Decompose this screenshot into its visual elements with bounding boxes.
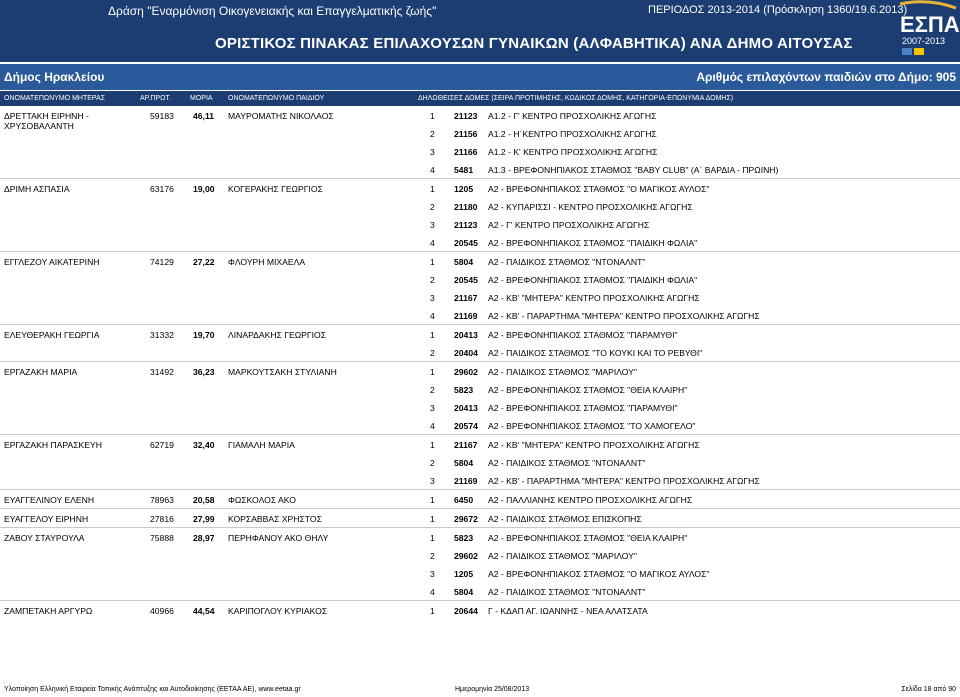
structure-choice: [0, 306, 960, 324]
mother-name: ΕΛΕΥΘΕΡΑΚΗ ΓΕΩΡΓΙΑ: [4, 330, 100, 340]
structure-code: 21169: [454, 476, 478, 486]
footer-page: Σελίδα 18 από 90: [901, 686, 956, 693]
protocol-number: 31492: [150, 367, 174, 377]
structure-name: Α2 - ΒΡΕΦΟΝΗΠΙΑΚΟΣ ΣΤΑΘΜΟΣ "ΠΑΡΑΜΥΘΙ": [488, 403, 678, 413]
structure-name: Α1.2 - Γ' ΚΕΝΤΡΟ ΠΡΟΣΧΟΛΙΚΗΣ ΑΓΩΓΗΣ: [488, 111, 657, 121]
structure-choice: [0, 142, 960, 160]
action-title: Δράση "Εναρμόνιση Οικογενειακής και Επαγγελματικής ζωής": [108, 4, 437, 18]
mother-name: ΖΑΒΟΥ ΣΤΑΥΡΟΥΛΑ: [4, 533, 85, 543]
choice-order: 2: [430, 385, 435, 395]
mother-name: ΔΡΕΤΤΑΚΗ ΕΙΡΗΝΗ - ΧΡΥΣΟΒΑΛΑΝΤΗ: [4, 111, 89, 131]
structure-code: 20574: [454, 421, 478, 431]
choice-order: 1: [430, 111, 435, 121]
choice-order: 1: [430, 184, 435, 194]
structure-name: Α2 - ΚΒ' - ΠΑΡΑΡΤΗΜΑ "ΜΗΤΕΡΑ" ΚΕΝΤΡΟ ΠΡΟΣΧΟΛΙΚΗΣ ΑΓΩΓΗΣ: [488, 476, 760, 486]
structure-choice: [0, 380, 960, 398]
child-name: ΓΙΑΜΑΛΗ ΜΑΡΙΑ: [228, 440, 295, 450]
choice-order: 1: [430, 606, 435, 616]
table-row: [0, 178, 960, 251]
structure-code: 5823: [454, 533, 474, 543]
applicants-table: [0, 106, 960, 619]
table-row: [0, 600, 960, 619]
structure-choice: [0, 179, 960, 197]
structure-choice: [0, 197, 960, 215]
column-header-row: [0, 91, 960, 106]
children-count: Αριθμός επιλαχόντων παιδιών στο Δήμο: 905: [696, 70, 956, 84]
structure-choice: [0, 435, 960, 453]
structure-choice: [0, 106, 960, 124]
choice-order: 4: [430, 165, 435, 175]
svg-text:ΕΣΠΑ: ΕΣΠΑ: [900, 12, 960, 37]
structure-code: 29602: [454, 551, 478, 561]
structure-code: 20404: [454, 348, 478, 358]
structure-choice: [0, 601, 960, 619]
structure-choice: [0, 270, 960, 288]
choice-order: 4: [430, 238, 435, 248]
structure-choice: [0, 233, 960, 251]
page-footer: [0, 684, 960, 697]
table-row: [0, 508, 960, 527]
structure-name: Α2 - ΚΒ' "ΜΗΤΕΡΑ" ΚΕΝΤΡΟ ΠΡΟΣΧΟΛΙΚΗΣ ΑΓΩΓΗΣ: [488, 440, 700, 450]
choice-order: 3: [430, 476, 435, 486]
table-row: [0, 106, 960, 178]
document-banner: [0, 0, 960, 62]
child-name: ΦΛΟΥΡΗ ΜΙΧΑΕΛΑ: [228, 257, 306, 267]
mother-name: ΕΥΑΓΓΕΛΙΝΟΥ ΕΛΕΝΗ: [4, 495, 95, 505]
child-name: ΚΑΡΙΠΟΓΛΟΥ ΚΥΡΙΑΚΟΣ: [228, 606, 328, 616]
period-label: ΠΕΡΙΟΔΟΣ 2013-2014 (Πρόσκληση 1360/19.6.2013): [648, 4, 908, 16]
structure-name: Α2 - ΠΑΙΔΙΚΟΣ ΣΤΑΘΜΟΣ "ΤΟ ΚΟΥΚΙ ΚΑΙ ΤΟ ΡΕΒΥΘΙ": [488, 348, 703, 358]
structure-code: 20644: [454, 606, 478, 616]
svg-text:2007-2013: 2007-2013: [902, 36, 946, 46]
structure-code: 5804: [454, 458, 474, 468]
structure-name: Α2 - ΒΡΕΦΟΝΗΠΙΑΚΟΣ ΣΤΑΘΜΟΣ "ΠΑΙΔΙΚΗ ΦΩΛΙΑ": [488, 238, 698, 248]
structure-code: 20545: [454, 238, 478, 248]
structure-name: Α2 - ΠΑΙΔΙΚΟΣ ΣΤΑΘΜΟΣ "ΝΤΟΝΑΛΝΤ": [488, 587, 646, 597]
structure-code: 5481: [454, 165, 474, 175]
child-name: ΛΙΝΑΡΔΑΚΗΣ ΓΕΩΡΓΙΟΣ: [228, 330, 327, 340]
choice-order: 1: [430, 330, 435, 340]
structure-name: Α2 - Γ' ΚΕΝΤΡΟ ΠΡΟΣΧΟΛΙΚΗΣ ΑΓΩΓΗΣ: [488, 220, 650, 230]
structure-code: 21156: [454, 129, 478, 139]
column-header-mother: ΟΝΟΜΑΤΕΠΩΝΥΜΟ ΜΗΤΕΡΑΣ: [4, 95, 106, 102]
structure-code: 20545: [454, 275, 478, 285]
choice-order: 2: [430, 551, 435, 561]
choice-order: 1: [430, 495, 435, 505]
choice-order: 1: [430, 257, 435, 267]
mother-name: ΕΡΓΑΖΑΚΗ ΠΑΡΑΣΚΕΥΗ: [4, 440, 102, 450]
structure-name: Α2 - ΒΡΕΦΟΝΗΠΙΑΚΟΣ ΣΤΑΘΜΟΣ "ΘΕΙΑ ΚΛΑΙΡΗ": [488, 533, 688, 543]
mother-name: ΔΡΙΜΗ ΑΣΠΑΣΙΑ: [4, 184, 70, 194]
choice-order: 4: [430, 311, 435, 321]
choice-order: 2: [430, 348, 435, 358]
score-value: 19,70: [193, 330, 215, 340]
structure-choice: [0, 471, 960, 489]
structure-code: 5804: [454, 587, 474, 597]
structure-code: 29602: [454, 367, 478, 377]
choice-order: 2: [430, 458, 435, 468]
score-value: 20,58: [193, 495, 215, 505]
structure-name: Α2 - ΠΑΙΔΙΚΟΣ ΣΤΑΘΜΟΣ "ΜΑΡΙΛΟΥ": [488, 367, 637, 377]
choice-order: 2: [430, 129, 435, 139]
structure-name: Α2 - ΒΡΕΦΟΝΗΠΙΑΚΟΣ ΣΤΑΘΜΟΣ "ΘΕΙΑ ΚΛΑΙΡΗ": [488, 385, 688, 395]
structure-code: 21166: [454, 147, 478, 157]
protocol-number: 78963: [150, 495, 174, 505]
structure-choice: [0, 490, 960, 508]
child-name: ΦΩΣΚΟΛΟΣ ΑΚΟ: [228, 495, 296, 505]
child-name: ΠΕΡΗΦΑΝΟΥ ΑΚΟ ΘΗΛΥ: [228, 533, 329, 543]
column-header-protocol: ΑΡ.ΠΡΩΤ.: [140, 95, 171, 102]
structure-choice: [0, 582, 960, 600]
choice-order: 3: [430, 220, 435, 230]
structure-name: Α2 - ΠΑΙΔΙΚΟΣ ΣΤΑΘΜΟΣ ΕΠΙΣΚΟΠΗΣ: [488, 514, 642, 524]
structure-choice: [0, 288, 960, 306]
score-value: 27,99: [193, 514, 215, 524]
column-header-child: ΟΝΟΜΑΤΕΠΩΝΥΜΟ ΠΑΙΔΙΟΥ: [228, 95, 325, 102]
structure-name: Α2 - ΚΒ' "ΜΗΤΕΡΑ" ΚΕΝΤΡΟ ΠΡΟΣΧΟΛΙΚΗΣ ΑΓΩΓΗΣ: [488, 293, 700, 303]
structure-code: 6450: [454, 495, 474, 505]
column-header-score: ΜΟΡΙΑ: [190, 95, 213, 102]
structure-code: 5804: [454, 257, 474, 267]
structure-code: 20413: [454, 403, 478, 413]
structure-code: 21167: [454, 293, 478, 303]
structure-code: 1205: [454, 569, 474, 579]
mother-name: ΕΡΓΑΖΑΚΗ ΜΑΡΙΑ: [4, 367, 78, 377]
table-row: [0, 361, 960, 434]
municipality-bar: [0, 64, 960, 90]
structure-choice: [0, 509, 960, 527]
structure-name: Α2 - ΚΒ' - ΠΑΡΑΡΤΗΜΑ "ΜΗΤΕΡΑ" ΚΕΝΤΡΟ ΠΡΟΣΧΟΛΙΚΗΣ ΑΓΩΓΗΣ: [488, 311, 760, 321]
structure-name: Α2 - ΒΡΕΦΟΝΗΠΙΑΚΟΣ ΣΤΑΘΜΟΣ "ΤΟ ΧΑΜΟΓΕΛΟ": [488, 421, 696, 431]
score-value: 27,22: [193, 257, 215, 267]
footer-company: Υλοποίηση Ελληνική Εταιρεία Τοπικής Ανάπτυξης και Αυτοδιοίκησης (ΕΕΤΑΑ ΑΕ), www.eetaa.gr: [4, 686, 301, 693]
protocol-number: 75888: [150, 533, 174, 543]
choice-order: 3: [430, 403, 435, 413]
table-row: [0, 251, 960, 324]
structure-name: Γ - ΚΔΑΠ ΑΓ. ΙΩΑΝΝΗΣ - ΝΕΑ ΑΛΑΤΣΑΤΑ: [488, 606, 648, 616]
mother-name: ΕΥΑΓΓΕΛΟΥ ΕΙΡΗΝΗ: [4, 514, 89, 524]
structure-choice: [0, 546, 960, 564]
score-value: 44,54: [193, 606, 215, 616]
structure-choice: [0, 325, 960, 343]
score-value: 32,40: [193, 440, 215, 450]
child-name: ΚΟΓΕΡΑΚΗΣ ΓΕΩΡΓΙΟΣ: [228, 184, 323, 194]
structure-code: 21180: [454, 202, 478, 212]
protocol-number: 62719: [150, 440, 174, 450]
page-title: ΟΡΙΣΤΙΚΟΣ ΠΙΝΑΚΑΣ ΕΠΙΛΑΧΟΥΣΩΝ ΓΥΝΑΙΚΩΝ (ΑΛΦΑΒΗΤΙΚΑ) ΑΝΑ ΔΗΜΟ ΑΙΤΟΥΣΑΣ: [215, 35, 853, 52]
table-row: [0, 434, 960, 489]
choice-order: 1: [430, 514, 435, 524]
child-name: ΜΑΡΚΟΥΤΣΑΚΗ ΣΤΥΛΙΑΝΗ: [228, 367, 337, 377]
structure-choice: [0, 124, 960, 142]
structure-name: Α2 - ΠΑΙΔΙΚΟΣ ΣΤΑΘΜΟΣ "ΜΑΡΙΛΟΥ": [488, 551, 637, 561]
structure-name: Α2 - ΒΡΕΦΟΝΗΠΙΑΚΟΣ ΣΤΑΘΜΟΣ "Ο ΜΑΓΙΚΟΣ ΑΥΛΟΣ": [488, 569, 710, 579]
structure-choice: [0, 160, 960, 178]
structure-code: 21123: [454, 111, 478, 121]
table-row: [0, 489, 960, 508]
structure-name: Α1.3 - ΒΡΕΦΟΝΗΠΙΑΚΟΣ ΣΤΑΘΜΟΣ "BABY CLUB" (Α΄ ΒΑΡΔΙΑ - ΠΡΩΙΝΗ): [488, 165, 779, 175]
structure-name: Α2 - ΒΡΕΦΟΝΗΠΙΑΚΟΣ ΣΤΑΘΜΟΣ "ΠΑΙΔΙΚΗ ΦΩΛΙΑ": [488, 275, 698, 285]
structure-choice: [0, 215, 960, 233]
structure-name: Α2 - ΠΑΙΔΙΚΟΣ ΣΤΑΘΜΟΣ "ΝΤΟΝΑΛΝΤ": [488, 458, 646, 468]
score-value: 19,00: [193, 184, 215, 194]
municipality-name: Δήμος Ηρακλείου: [4, 70, 105, 84]
choice-order: 3: [430, 293, 435, 303]
choice-order: 3: [430, 569, 435, 579]
mother-name: ΖΑΜΠΕΤΑΚΗ ΑΡΓΥΡΩ: [4, 606, 93, 616]
choice-order: 1: [430, 367, 435, 377]
structure-choice: [0, 252, 960, 270]
structure-code: 1205: [454, 184, 474, 194]
structure-code: 29672: [454, 514, 478, 524]
structure-choice: [0, 416, 960, 434]
structure-choice: [0, 564, 960, 582]
structure-code: 21123: [454, 220, 478, 230]
choice-order: 1: [430, 533, 435, 543]
structure-choice: [0, 362, 960, 380]
choice-order: 2: [430, 202, 435, 212]
structure-code: 20413: [454, 330, 478, 340]
footer-date: Ημερομηνία 25/08/2013: [455, 686, 530, 693]
table-row: [0, 324, 960, 361]
choice-order: 2: [430, 275, 435, 285]
structure-code: 5823: [454, 385, 474, 395]
structure-code: 21169: [454, 311, 478, 321]
structure-name: Α2 - ΒΡΕΦΟΝΗΠΙΑΚΟΣ ΣΤΑΘΜΟΣ "ΠΑΡΑΜΥΘΙ": [488, 330, 678, 340]
structure-name: Α1.2 - Κ' ΚΕΝΤΡΟ ΠΡΟΣΧΟΛΙΚΗΣ ΑΓΩΓΗΣ: [488, 147, 658, 157]
score-value: 46,11: [193, 111, 215, 121]
child-name: ΜΑΥΡΟΜΑΤΗΣ ΝΙΚΟΛΑΟΣ: [228, 111, 334, 121]
score-value: 36,23: [193, 367, 215, 377]
structure-choice: [0, 398, 960, 416]
structure-choice: [0, 343, 960, 361]
score-value: 28,97: [193, 533, 215, 543]
protocol-number: 63176: [150, 184, 174, 194]
structure-name: Α2 - ΠΑΙΔΙΚΟΣ ΣΤΑΘΜΟΣ "ΝΤΟΝΑΛΝΤ": [488, 257, 646, 267]
choice-order: 4: [430, 421, 435, 431]
table-row: [0, 527, 960, 600]
espa-logo: [896, 0, 960, 60]
structure-name: Α2 - ΚΥΠΑΡΙΣΣΙ - ΚΕΝΤΡΟ ΠΡΟΣΧΟΛΙΚΗΣ ΑΓΩΓΗΣ: [488, 202, 693, 212]
choice-order: 3: [430, 147, 435, 157]
choice-order: 4: [430, 587, 435, 597]
structure-choice: [0, 528, 960, 546]
choice-order: 1: [430, 440, 435, 450]
protocol-number: 59183: [150, 111, 174, 121]
structure-choice: [0, 453, 960, 471]
protocol-number: 40966: [150, 606, 174, 616]
structure-name: Α1.2 - Η΄ΚΕΝΤΡΟ ΠΡΟΣΧΟΛΙΚΗΣ ΑΓΩΓΗΣ: [488, 129, 657, 139]
child-name: ΚΟΡΣΑΒΒΑΣ ΧΡΗΣΤΟΣ: [228, 514, 322, 524]
mother-name: ΕΓΓΛΕΖΟΥ ΑΙΚΑΤΕΡΙΝΗ: [4, 257, 100, 267]
structure-name: Α2 - ΒΡΕΦΟΝΗΠΙΑΚΟΣ ΣΤΑΘΜΟΣ "Ο ΜΑΓΙΚΟΣ ΑΥΛΟΣ": [488, 184, 710, 194]
protocol-number: 74129: [150, 257, 174, 267]
structure-name: Α2 - ΠΑΛΛΙΑΝΗΣ ΚΕΝΤΡΟ ΠΡΟΣΧΟΛΙΚΗΣ ΑΓΩΓΗΣ: [488, 495, 693, 505]
protocol-number: 27816: [150, 514, 174, 524]
column-header-structures: ΔΗΛΩΘΕΙΣΕΣ ΔΟΜΕΣ (ΣΕΙΡΑ ΠΡΟΤΙΜΗΣΗΣ, ΚΩΔΙΚΟΣ ΔΟΜΗΣ, ΚΑΤΗΓΟΡΙΑ-ΕΠΩΝΥΜΙΑ ΔΟΜΗΣ): [418, 95, 734, 102]
structure-code: 21167: [454, 440, 478, 450]
protocol-number: 31332: [150, 330, 174, 340]
